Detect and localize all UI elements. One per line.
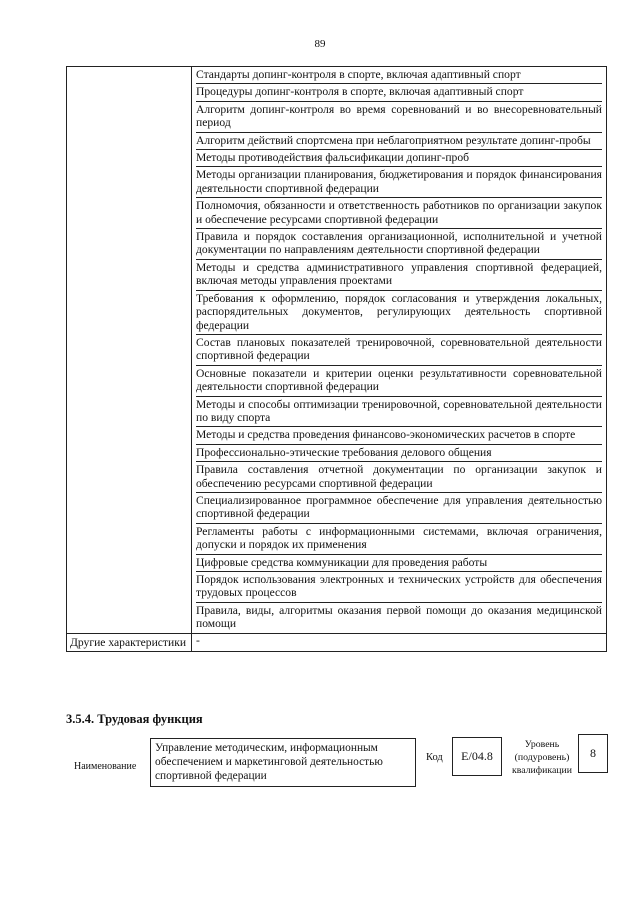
knowledge-item: Специализированное программное обеспечение для управления деятельностью спортивной федерации bbox=[196, 493, 602, 524]
knowledge-row bbox=[67, 67, 607, 634]
knowledge-item: Состав плановых показателей тренировочной, соревновательной деятельности спортивной федерации bbox=[196, 335, 602, 366]
page-number: 89 bbox=[314, 38, 326, 50]
knowledge-item: Требования к оформлению, порядок согласования и утверждения локальных, распорядительных документов, регулирующих деятельность спортивной федерации bbox=[196, 291, 602, 335]
knowledge-item: Основные показатели и критерии оценки результативности соревновательной деятельности спортивной федерации bbox=[196, 366, 602, 397]
code-label: Код bbox=[426, 752, 443, 763]
qualification-level-box: 8 bbox=[578, 734, 608, 773]
knowledge-item: Методы и способы оптимизации тренировочной, соревновательной деятельности по виду спорта bbox=[196, 397, 602, 428]
qualification-level-label: Уровень (подуровень) квалификации bbox=[511, 739, 573, 776]
knowledge-item: Регламенты работы с информационными системами, включая ограничения, допуски и порядок их применения bbox=[196, 524, 602, 555]
other-characteristics-row bbox=[67, 633, 607, 652]
knowledge-item: Профессионально-этические требования делового общения bbox=[196, 445, 602, 462]
other-characteristics-label: Другие характеристики bbox=[67, 633, 192, 652]
knowledge-item: Полномочия, обязанности и ответственность работников по организации закупок и обеспечение ресурсами спортивной федерации bbox=[196, 198, 602, 229]
knowledge-item: Правила и порядок составления организационной, исполнительной и учетной документации по направлениям деятельности спортивной федерации bbox=[196, 229, 602, 260]
name-label: Наименование bbox=[74, 761, 137, 772]
knowledge-item: Порядок использования электронных и технических устройств для обеспечения трудовых процессов bbox=[196, 572, 602, 603]
knowledge-item: Алгоритм допинг-контроля во время соревнований и во внесоревновательный период bbox=[196, 102, 602, 133]
function-name-box: Управление методическим, информационным обеспечением и маркетинговой деятельностью спортивной федерации bbox=[150, 738, 416, 787]
knowledge-list-cell bbox=[192, 67, 607, 634]
knowledge-label-cell bbox=[67, 67, 192, 634]
knowledge-item: Методы организации планирования, бюджетирования и порядок финансирования деятельности спортивной федерации bbox=[196, 167, 602, 198]
knowledge-item: Цифровые средства коммуникации для проведения работы bbox=[196, 555, 602, 572]
knowledge-item: Стандарты допинг-контроля в спорте, включая адаптивный спорт bbox=[196, 67, 602, 84]
knowledge-item: Правила, виды, алгоритмы оказания первой помощи до оказания медицинской помощи bbox=[196, 603, 602, 631]
knowledge-item: Алгоритм действий спортсмена при неблагоприятном результате допинг-пробы bbox=[196, 133, 602, 150]
knowledge-item: Процедуры допинг-контроля в спорте, включая адаптивный спорт bbox=[196, 84, 602, 101]
code-box: E/04.8 bbox=[452, 737, 502, 776]
knowledge-item: Методы противодействия фальсификации допинг-проб bbox=[196, 150, 602, 167]
knowledge-item: Методы и средства проведения финансово-экономических расчетов в спорте bbox=[196, 427, 602, 444]
section-title: 3.5.4. Трудовая функция bbox=[66, 712, 203, 726]
other-characteristics-value: - bbox=[192, 633, 607, 652]
knowledge-item: Методы и средства административного управления спортивной федерацией, включая методы управления проектами bbox=[196, 260, 602, 291]
knowledge-item: Правила составления отчетной документации по организации закупок и обеспечению ресурсами спортивной федерации bbox=[196, 462, 602, 493]
knowledge-table bbox=[66, 66, 607, 652]
